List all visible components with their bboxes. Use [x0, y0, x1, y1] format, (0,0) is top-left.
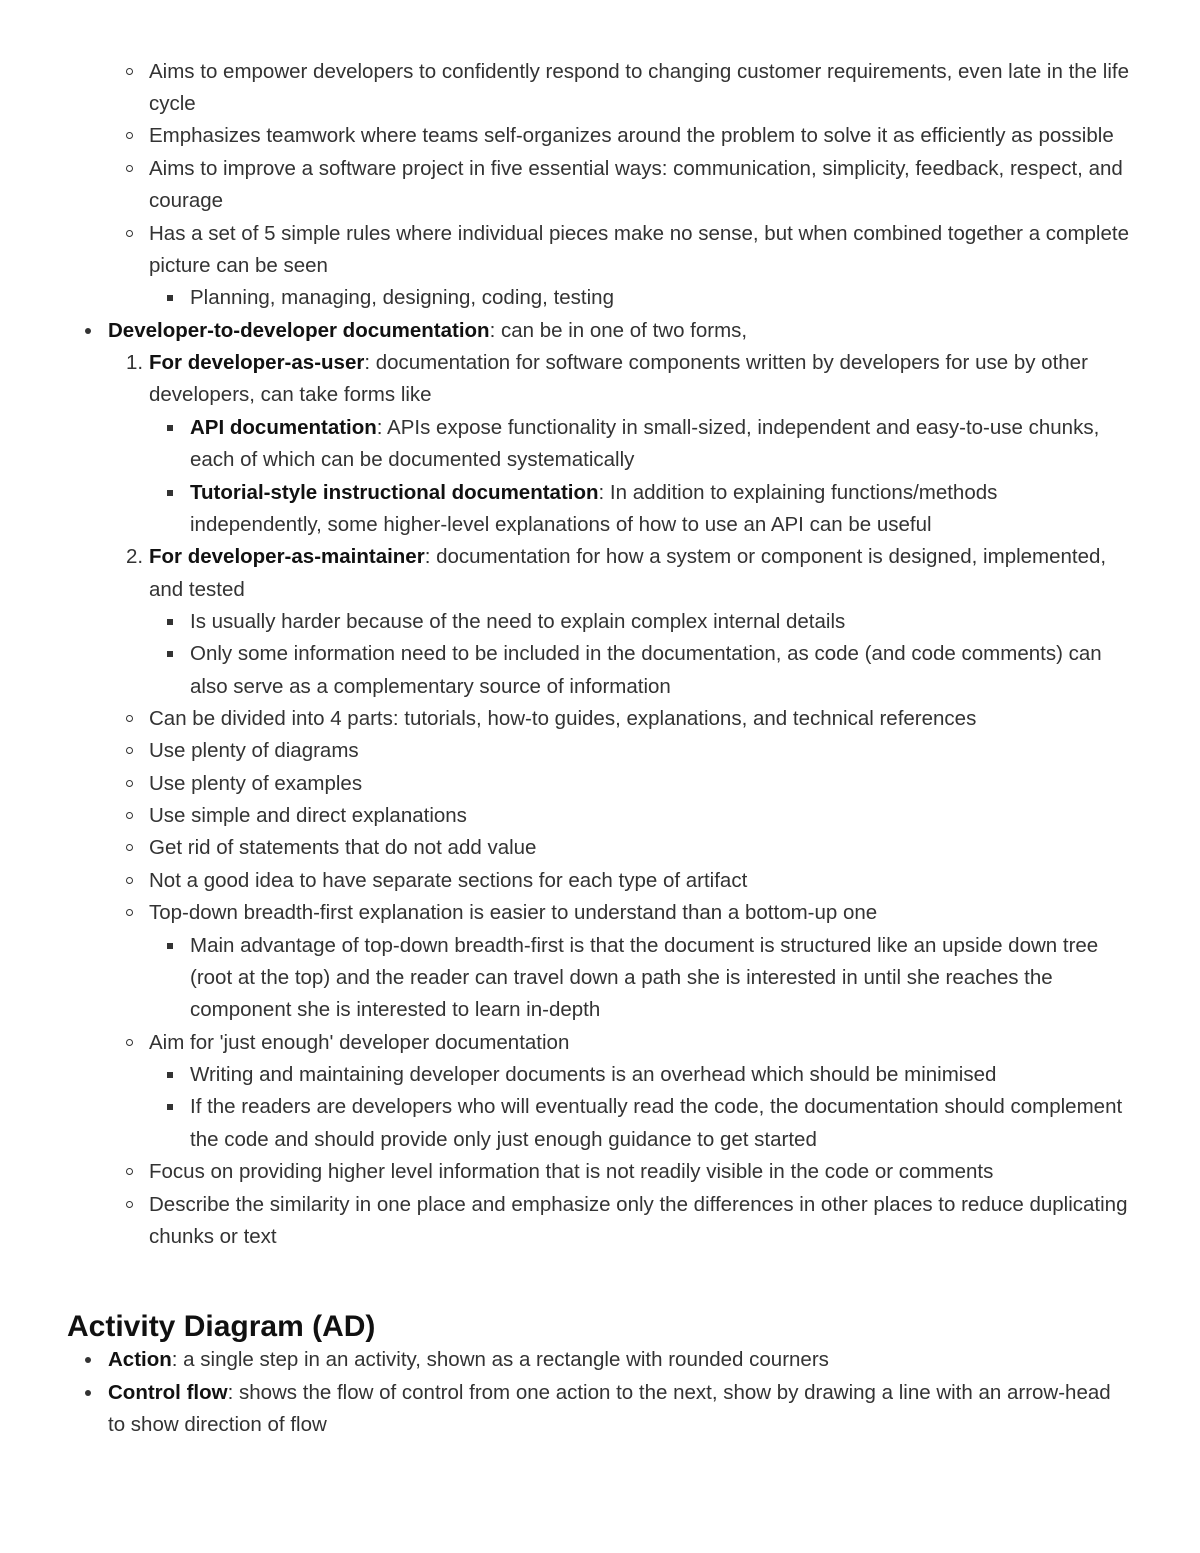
- list-item: [149, 867, 747, 895]
- list-item: [190, 446, 634, 474]
- list-item-text: Emphasizes teamwork where teams self-organizes around the problem to solve it as efficiently as possible: [149, 124, 1114, 147]
- list-item-text: Planning, managing, designing, coding, testing: [190, 286, 614, 309]
- list-item: [149, 220, 1129, 248]
- bullet-circle-icon: [126, 909, 133, 916]
- bullet-square-icon: [167, 651, 173, 657]
- list-item: [149, 381, 432, 409]
- list-item-text: : can be in one of two forms,: [489, 319, 748, 342]
- list-item-text: component she is interested to learn in-depth: [190, 998, 601, 1021]
- list-item-text: also serve as a complementary source of information: [190, 675, 671, 698]
- list-item-text: Is usually harder because of the need to explain complex internal details: [190, 610, 846, 633]
- list-item: [190, 640, 1102, 668]
- bullet-disc-icon: [85, 1390, 91, 1396]
- bullet-circle-icon: [126, 1168, 133, 1175]
- list-item: [190, 1061, 996, 1089]
- list-item-text: Focus on providing higher level information that is not readily visible in the code or comments: [149, 1160, 994, 1183]
- term-tutorial-style-instructional-documentation: Tutorial-style instructional documentation: [190, 481, 599, 504]
- list-number: 1.: [126, 351, 144, 374]
- list-item: [149, 705, 976, 733]
- bullet-square-icon: [167, 425, 173, 431]
- list-item-text: If the readers are developers who will eventually read the code, the documentation should complement: [190, 1095, 1123, 1118]
- bullet-circle-icon: [126, 1201, 133, 1208]
- bullet-circle-icon: [126, 715, 133, 722]
- bullet-square-icon: [167, 1104, 173, 1110]
- bullet-circle-icon: [126, 844, 133, 851]
- list-item: [149, 58, 1129, 86]
- bullet-circle-icon: [126, 780, 133, 787]
- list-item-text: Get rid of statements that do not add value: [149, 836, 537, 859]
- bullet-circle-icon: [126, 812, 133, 819]
- list-item: [190, 1093, 1122, 1121]
- list-item-text: Use plenty of diagrams: [149, 739, 359, 762]
- list-item-text: Use simple and direct explanations: [149, 804, 467, 827]
- list-item-text: Writing and maintaining developer documents is an overhead which should be minimised: [190, 1063, 997, 1086]
- list-item: [149, 349, 1088, 377]
- list-item-text: Only some information need to be included in the documentation, as code (and code comments) can: [190, 642, 1102, 665]
- list-item-text: Can be divided into 4 parts: tutorials, how-to guides, explanations, and technical references: [149, 707, 977, 730]
- list-item-text: (root at the top) and the reader can travel down a path she is interested in until she reaches the: [190, 966, 1053, 989]
- bullet-circle-icon: [126, 165, 133, 172]
- list-item-text: picture can be seen: [149, 254, 328, 277]
- list-item: [190, 284, 614, 312]
- bullet-circle-icon: [126, 877, 133, 884]
- list-item: [108, 317, 747, 345]
- list-item: [149, 1191, 1128, 1219]
- bullet-circle-icon: [126, 132, 133, 139]
- bullet-disc-icon: [85, 1357, 91, 1363]
- bullet-circle-icon: [126, 747, 133, 754]
- list-item-text: and tested: [149, 578, 245, 601]
- bullet-square-icon: [167, 943, 173, 949]
- list-item-text: cycle: [149, 92, 196, 115]
- list-item-text: the code and should provide only just enough guidance to get started: [190, 1128, 817, 1151]
- list-item-text: to show direction of flow: [108, 1413, 327, 1436]
- list-item: [149, 1158, 993, 1186]
- list-item-text: : shows the flow of control from one action to the next, show by drawing a line with an arrow-head: [227, 1381, 1111, 1404]
- bullet-circle-icon: [126, 230, 133, 237]
- list-item-text: : documentation for how a system or component is designed, implemented,: [424, 545, 1107, 568]
- bullet-square-icon: [167, 490, 173, 496]
- bullet-square-icon: [167, 295, 173, 301]
- list-item-text: : In addition to explaining functions/methods: [598, 481, 998, 504]
- list-item: [149, 90, 196, 118]
- section-heading-activity-diagram: Activity Diagram (AD): [67, 1309, 376, 1343]
- list-item: [190, 608, 845, 636]
- term-for-developer-as-user: For developer-as-user: [149, 351, 365, 374]
- list-item: [149, 1223, 277, 1251]
- list-item: [190, 479, 997, 507]
- list-item: [190, 1126, 817, 1154]
- list-item-text: Use plenty of examples: [149, 772, 363, 795]
- list-item: [149, 899, 877, 927]
- list-item: [149, 543, 1106, 571]
- list-item: [149, 187, 223, 215]
- list-item: [149, 770, 362, 798]
- bullet-disc-icon: [85, 328, 91, 334]
- list-item: [108, 1346, 829, 1374]
- list-item: [149, 155, 1123, 183]
- list-item-text: Top-down breadth-first explanation is easier to understand than a bottom-up one: [149, 901, 878, 924]
- list-item: [108, 1379, 1111, 1407]
- list-item: [190, 996, 600, 1024]
- bullet-circle-icon: [126, 68, 133, 75]
- list-item: [190, 511, 932, 539]
- list-item-text: Not a good idea to have separate sections for each type of artifact: [149, 869, 748, 892]
- list-item-text: chunks or text: [149, 1225, 277, 1248]
- list-item: [149, 802, 467, 830]
- term-developer-to-developer-documentation: Developer-to-developer documentation: [108, 319, 490, 342]
- list-item-text: Describe the similarity in one place and emphasize only the differences in other places to reduce duplicating: [149, 1193, 1128, 1216]
- list-item-text: courage: [149, 189, 224, 212]
- list-item-text: independently, some higher-level explanations of how to use an API can be useful: [190, 513, 932, 536]
- list-item: [149, 252, 328, 280]
- list-item: [149, 737, 359, 765]
- list-number: 2.: [126, 545, 144, 568]
- list-item: [190, 673, 671, 701]
- list-item-text: each of which can be documented systematically: [190, 448, 635, 471]
- term-action: Action: [108, 1348, 172, 1371]
- list-item-text: : documentation for software components written by developers for use by other: [364, 351, 1088, 374]
- bullet-square-icon: [167, 1072, 173, 1078]
- list-item-text: : a single step in an activity, shown as a rectangle with rounded courners: [171, 1348, 829, 1371]
- list-item: [149, 1029, 569, 1057]
- list-item-text: Aim for 'just enough' developer documentation: [149, 1031, 570, 1054]
- bullet-circle-icon: [126, 1039, 133, 1046]
- bullet-square-icon: [167, 619, 173, 625]
- list-item-text: : APIs expose functionality in small-sized, independent and easy-to-use chunks,: [376, 416, 1100, 439]
- list-item-text: Has a set of 5 simple rules where individual pieces make no sense, but when combined together a complete: [149, 222, 1129, 245]
- list-item: [190, 964, 1053, 992]
- list-item-text: developers, can take forms like: [149, 383, 432, 406]
- list-item-text: Aims to improve a software project in five essential ways: communication, simplicity, feedback, respect, and: [149, 157, 1123, 180]
- list-item: [108, 1411, 327, 1439]
- term-api-documentation: API documentation: [190, 416, 377, 439]
- list-item: [190, 932, 1098, 960]
- list-item: [149, 122, 1114, 150]
- list-item-text: Aims to empower developers to confidently respond to changing customer requirements, even late in the life: [149, 60, 1129, 83]
- list-item-text: Main advantage of top-down breadth-first is that the document is structured like an upside down tree: [190, 934, 1099, 957]
- list-item: [149, 576, 245, 604]
- term-control-flow: Control flow: [108, 1381, 228, 1404]
- list-item: [190, 414, 1099, 442]
- list-item: [149, 834, 536, 862]
- term-for-developer-as-maintainer: For developer-as-maintainer: [149, 545, 425, 568]
